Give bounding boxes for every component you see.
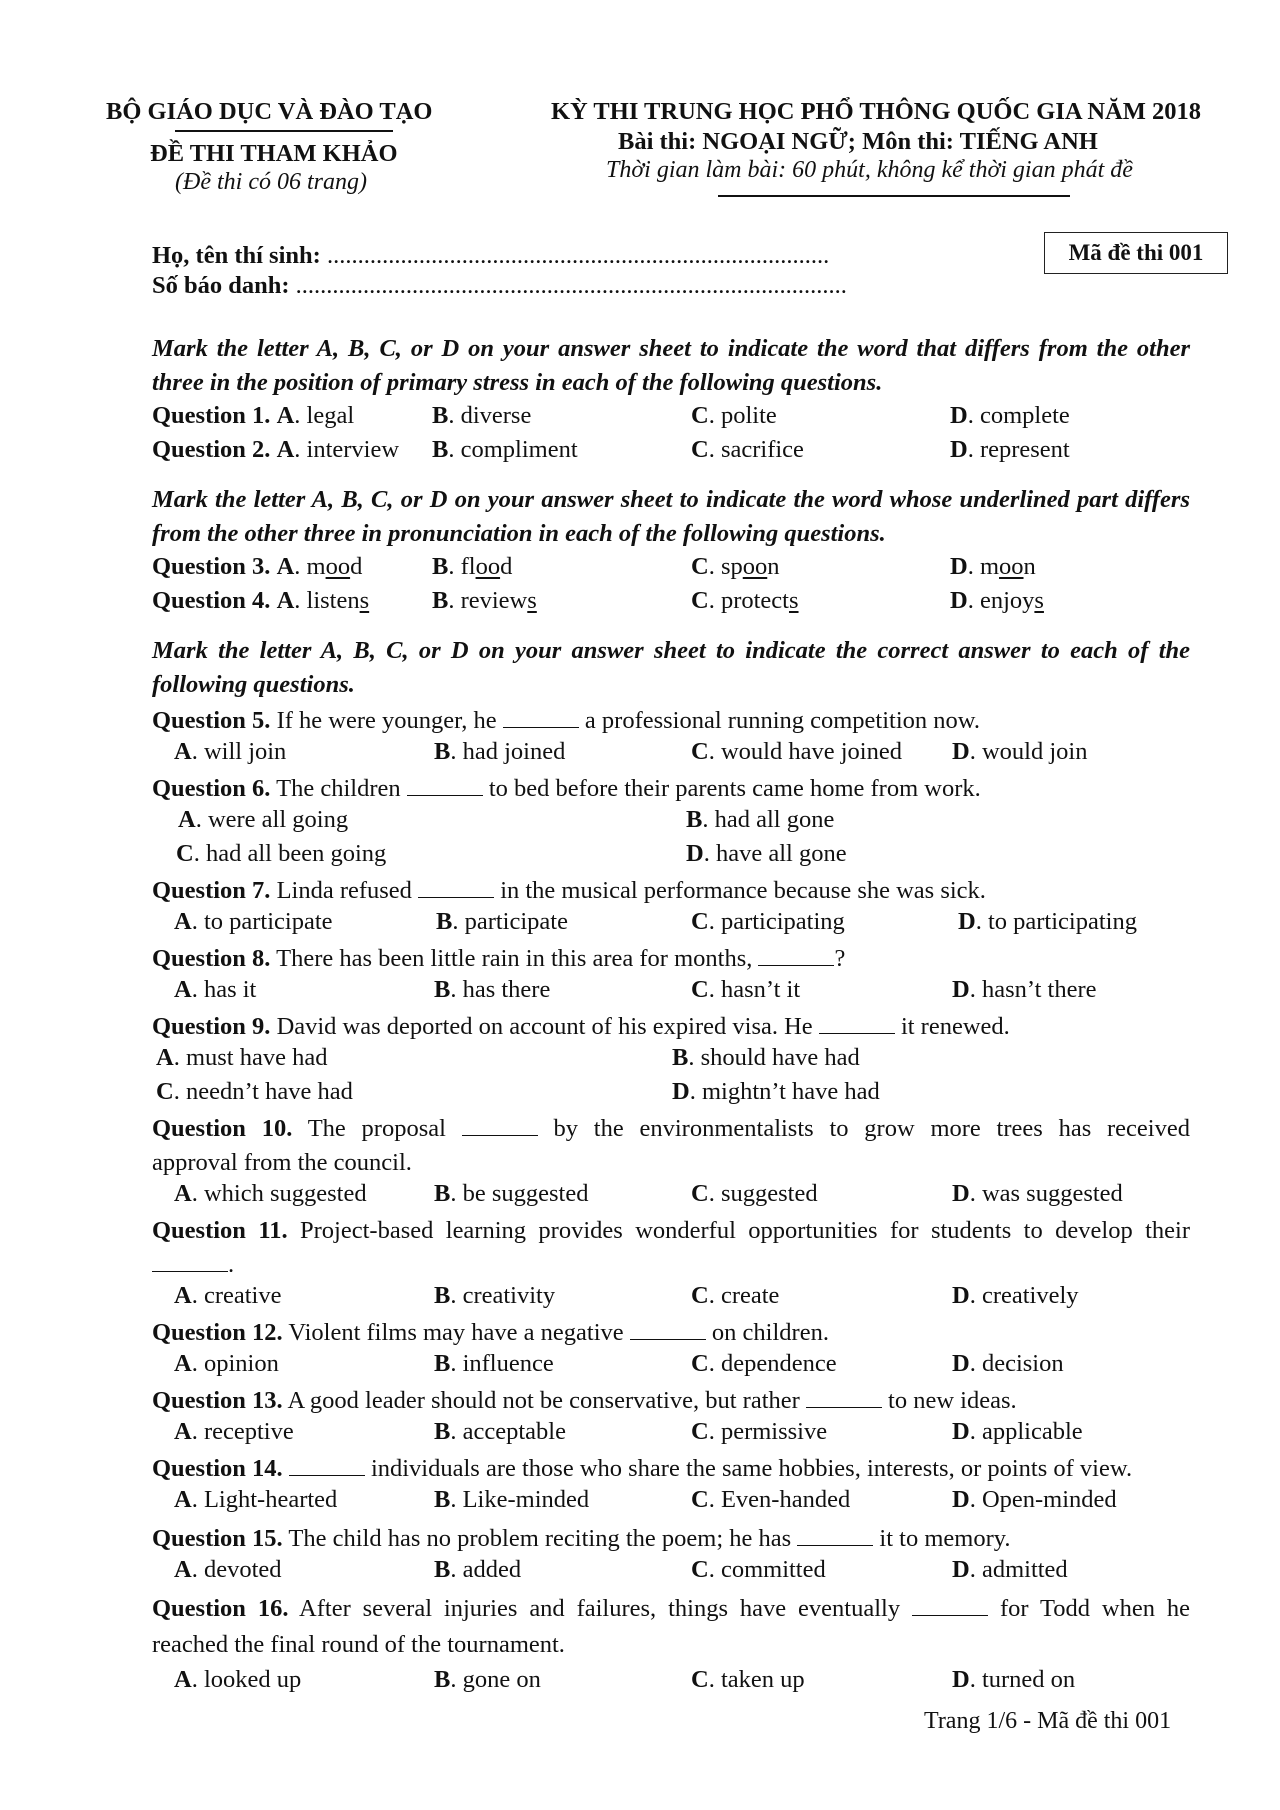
option-d: applicable	[981, 1418, 1083, 1445]
option-letter: D	[952, 1666, 970, 1693]
page-count-note: (Đề thi có 06 trang)	[175, 169, 367, 195]
answer-blank	[462, 1115, 538, 1136]
question-8-stem	[152, 942, 845, 976]
underlined-part: s	[1034, 587, 1044, 614]
option-letter: D	[958, 908, 976, 935]
word-part: n	[1023, 553, 1036, 580]
question-11-options: A. creative B. creativity C. create D. creatively	[174, 1282, 1079, 1309]
option-b: should have had	[700, 1044, 860, 1071]
option-a: opinion	[203, 1350, 279, 1377]
question-13-options: A. receptive B. acceptable C. permissive D. applicable	[174, 1418, 1083, 1445]
option-a: interview	[306, 436, 400, 463]
question-9-stem	[152, 1010, 1010, 1044]
underlined-part: s	[527, 587, 537, 614]
question-label: Question 14.	[152, 1455, 283, 1482]
stem-text: The children	[276, 775, 401, 802]
subject-line: Bài thi: NGOẠI NGỮ; Môn thi: TIẾNG ANH	[618, 128, 1098, 155]
option-letter: C	[691, 436, 709, 463]
option-d: hasn’t there	[981, 976, 1097, 1003]
word-part: sp	[720, 553, 743, 580]
question-7-stem	[152, 874, 986, 908]
exam-code-box	[1044, 232, 1228, 274]
option-letter: D	[952, 1556, 970, 1583]
option-b: added	[462, 1556, 522, 1583]
stem-text: Linda refused	[276, 877, 412, 904]
option-letter: A	[156, 1044, 174, 1071]
option-letter: D	[952, 1282, 970, 1309]
option-letter: D	[950, 587, 968, 614]
stem-text: for Todd when he	[999, 1595, 1191, 1622]
ministry-underline	[175, 130, 393, 132]
candidate-id-label: Số báo danh:	[152, 272, 290, 299]
option-d: to participating	[987, 908, 1137, 935]
word-part: review	[460, 587, 528, 614]
answer-blank	[758, 945, 834, 966]
option-b: influence	[462, 1350, 554, 1377]
question-8-options: A. has it B. has there C. hasn’t it D. hasn’t there	[174, 976, 1097, 1003]
option-letter: B	[434, 1418, 451, 1445]
option-letter: C	[691, 1556, 709, 1583]
option-letter: C	[691, 402, 709, 429]
option-b: be suggested	[462, 1180, 589, 1207]
option-d: creatively	[981, 1282, 1079, 1309]
section-instruction: Mark the letter A, B, C, or D on your answer sheet to indicate the correct answer to each of the following questions.	[152, 637, 1190, 698]
option-letter: C	[691, 738, 709, 765]
answer-blank	[418, 877, 494, 898]
word-part: listen	[306, 587, 360, 614]
question-5-options: A. will join B. had joined C. would have joined D. would join	[174, 738, 1088, 765]
underlined-part: s	[359, 587, 370, 614]
answer-blank	[912, 1595, 988, 1616]
underlined-part: s	[788, 587, 799, 614]
option-b: Like-minded	[462, 1486, 590, 1513]
option-letter: B	[434, 1556, 451, 1583]
option-letter: D	[952, 976, 970, 1003]
word-part: fl	[460, 553, 476, 580]
question-label: Question 5.	[152, 707, 271, 734]
option-letter: D	[952, 1486, 970, 1513]
question-6-stem	[152, 772, 981, 806]
question-16-stem-cont: reached the final round of the tournament.	[152, 1631, 565, 1658]
option-c: would have joined	[720, 738, 902, 765]
stem-text: After several injuries and failures, things have eventually	[299, 1595, 901, 1622]
option-c: needn’t have had	[185, 1078, 353, 1105]
option-letter: C	[691, 1350, 709, 1377]
option-letter: C	[156, 1078, 174, 1105]
question-16-stem	[152, 1592, 1190, 1626]
stem-text: Violent films may have a negative	[288, 1319, 624, 1346]
word-part: d	[350, 553, 363, 580]
time-line: Thời gian làm bài: 60 phút, không kể thời gian phát đề	[606, 157, 1133, 183]
option-letter: A	[178, 806, 196, 833]
stem-text: on children.	[711, 1319, 829, 1346]
candidate-name-line	[152, 242, 829, 270]
option-letter: C	[691, 1282, 709, 1309]
option-letter: B	[686, 806, 703, 833]
stem-text: Project-based learning provides wonderful opportunities for students to develop their	[300, 1217, 1190, 1244]
option-letter: A	[276, 402, 295, 429]
option-d: Open-minded	[981, 1486, 1117, 1513]
header-underline	[718, 195, 1070, 197]
question-1: Question 1. A. legal B. diverse C. polite D. complete	[152, 402, 1070, 429]
option-letter: D	[952, 1418, 970, 1445]
stem-text: it to memory.	[879, 1525, 1011, 1552]
question-15-stem	[152, 1522, 1011, 1556]
option-letter: C	[691, 976, 709, 1003]
option-letter: C	[691, 1486, 709, 1513]
option-b: creativity	[462, 1282, 556, 1309]
option-b: had joined	[462, 738, 566, 765]
option-letter: B	[432, 587, 449, 614]
option-letter: D	[950, 436, 968, 463]
option-b: participate	[464, 908, 568, 935]
question-label: Question 2.	[152, 436, 271, 463]
option-d: have all gone	[715, 840, 847, 867]
option-a: will join	[203, 738, 287, 765]
section-instruction: Mark the letter A, B, C, or D on your answer sheet to indicate the word whose underlined part differs from the other three in pronunciation in each of the following questions.	[152, 486, 1190, 547]
option-letter: B	[432, 553, 449, 580]
word-part: n	[767, 553, 780, 580]
question-label: Question 9.	[152, 1013, 271, 1040]
option-letter: C	[691, 1666, 709, 1693]
option-letter: B	[434, 1180, 451, 1207]
option-letter: B	[434, 1486, 451, 1513]
question-15-options: A. devoted B. added C. committed D. admitted	[174, 1556, 1068, 1583]
question-11-stem-cont	[152, 1248, 234, 1282]
option-letter: D	[952, 1180, 970, 1207]
option-d: was suggested	[981, 1180, 1123, 1207]
option-d: admitted	[981, 1556, 1068, 1583]
option-letter: D	[672, 1078, 690, 1105]
option-c: sacrifice	[720, 436, 804, 463]
question-9-options-1: A. must have had B. should have had	[156, 1044, 860, 1071]
option-b: has there	[462, 976, 551, 1003]
question-label: Question 3.	[152, 553, 271, 580]
option-letter: B	[432, 402, 449, 429]
option-c: participating	[720, 908, 845, 935]
question-label: Question 10.	[152, 1115, 293, 1142]
option-d: complete	[979, 402, 1070, 429]
underlined-part: oo	[999, 553, 1024, 580]
answer-blank	[630, 1319, 706, 1340]
question-5-stem	[152, 704, 980, 738]
option-letter: D	[686, 840, 704, 867]
page-footer: Trang 1/6 - Mã đề thi 001	[924, 1708, 1172, 1734]
question-3: Question 3. A. mood B. flood C. spoon D. moon	[152, 553, 1036, 580]
question-label: Question 16.	[152, 1595, 289, 1622]
option-letter: C	[691, 908, 709, 935]
option-b: acceptable	[462, 1418, 566, 1445]
section-instruction: Mark the letter A, B, C, or D on your answer sheet to indicate the word that differs from the other three in the position of primary stress in each of the following questions.	[152, 335, 1190, 396]
option-d: decision	[981, 1350, 1064, 1377]
option-c: permissive	[720, 1418, 828, 1445]
exam-code: Mã đề thi 001	[1068, 240, 1204, 265]
option-letter: C	[691, 1418, 709, 1445]
question-label: Question 4.	[152, 587, 271, 614]
option-letter: A	[174, 1180, 192, 1207]
question-10-stem-cont: approval from the council.	[152, 1149, 412, 1176]
option-b: had all gone	[714, 806, 835, 833]
question-11-stem	[152, 1214, 1190, 1248]
word-part: m	[979, 553, 1000, 580]
option-a: which suggested	[203, 1180, 367, 1207]
option-c: hasn’t it	[720, 976, 801, 1003]
answer-blank	[797, 1525, 873, 1546]
option-b: gone on	[462, 1666, 541, 1693]
stem-text: The proposal	[307, 1115, 446, 1142]
question-label: Question 8.	[152, 945, 271, 972]
stem-text: in the musical performance because she was sick.	[500, 877, 986, 904]
option-c: committed	[720, 1556, 826, 1583]
option-a: to participate	[203, 908, 333, 935]
option-a: Light-hearted	[203, 1486, 338, 1513]
option-letter: A	[174, 738, 192, 765]
option-b: compliment	[460, 436, 578, 463]
question-label: Question 1.	[152, 402, 271, 429]
option-letter: A	[276, 553, 295, 580]
candidate-name-label: Họ, tên thí sinh:	[152, 242, 321, 269]
option-letter: D	[950, 402, 968, 429]
option-letter: A	[276, 436, 295, 463]
question-6-options-2: C. had all been going D. have all gone	[176, 840, 847, 867]
option-b: diverse	[460, 402, 532, 429]
option-c: polite	[720, 402, 777, 429]
underlined-part: oo	[742, 553, 768, 580]
stem-text: it renewed.	[900, 1013, 1010, 1040]
question-4: Question 4. A. listens B. reviews C. protects D. enjoys	[152, 587, 1044, 614]
question-14-options: A. Light-hearted B. Like-minded C. Even-handed D. Open-minded	[174, 1486, 1117, 1513]
underlined-part: oo	[475, 553, 501, 580]
stem-text: to new ideas.	[888, 1387, 1017, 1414]
option-a: creative	[203, 1282, 282, 1309]
question-label: Question 12.	[152, 1319, 283, 1346]
answer-blank	[503, 707, 579, 728]
stem-text: ?	[834, 945, 846, 972]
option-letter: A	[174, 908, 192, 935]
option-letter: B	[436, 908, 453, 935]
stem-text: by the environmentalists to grow more trees has received	[553, 1115, 1190, 1142]
answer-blank	[819, 1013, 895, 1034]
option-letter: D	[952, 738, 970, 765]
option-letter: D	[952, 1350, 970, 1377]
paper-type: ĐỀ THI THAM KHẢO	[150, 140, 398, 167]
option-a: must have had	[185, 1044, 328, 1071]
option-letter: B	[434, 1666, 451, 1693]
question-label: Question 7.	[152, 877, 271, 904]
option-letter: C	[691, 1180, 709, 1207]
option-a: were all going	[207, 806, 349, 833]
question-14-stem	[152, 1452, 1132, 1486]
question-12-options: A. opinion B. influence C. dependence D. decision	[174, 1350, 1064, 1377]
word-part: protect	[720, 587, 789, 614]
option-letter: A	[174, 1282, 192, 1309]
option-letter: A	[174, 1556, 192, 1583]
option-letter: C	[691, 553, 709, 580]
question-10-options: A. which suggested B. be suggested C. suggested D. was suggested	[174, 1180, 1123, 1207]
option-d: represent	[979, 436, 1070, 463]
candidate-name-dots: ..................................................................................	[326, 242, 830, 269]
option-c: had all been going	[205, 840, 387, 867]
option-letter: A	[174, 1666, 192, 1693]
question-7-options: A. to participate B. participate C. participating D. to participating	[174, 908, 1137, 935]
option-letter: B	[434, 976, 451, 1003]
question-12-stem	[152, 1316, 829, 1350]
option-letter: A	[174, 976, 192, 1003]
option-c: create	[720, 1282, 780, 1309]
ministry-name: BỘ GIÁO DỤC VÀ ĐÀO TẠO	[106, 98, 433, 125]
question-6-options-1: A. were all going B. had all gone	[178, 806, 835, 833]
stem-text: David was deported on account of his expired visa. He	[276, 1013, 813, 1040]
answer-blank	[407, 775, 483, 796]
stem-text: to bed before their parents came home from work.	[488, 775, 981, 802]
question-label: Question 13.	[152, 1387, 283, 1414]
option-d: turned on	[981, 1666, 1076, 1693]
option-d: mightn’t have had	[701, 1078, 880, 1105]
option-a: looked up	[203, 1666, 302, 1693]
option-c: dependence	[720, 1350, 837, 1377]
candidate-id-line	[152, 272, 847, 300]
question-13-stem	[152, 1384, 1017, 1418]
stem-text: The child has no problem reciting the poem; he has	[288, 1525, 792, 1552]
option-letter: A	[174, 1486, 192, 1513]
option-letter: B	[434, 1350, 451, 1377]
option-a: devoted	[203, 1556, 282, 1583]
option-letter: D	[950, 553, 968, 580]
stem-text: individuals are those who share the same hobbies, interests, or points of view.	[370, 1455, 1133, 1482]
question-10-stem	[152, 1112, 1190, 1146]
option-letter: C	[691, 587, 709, 614]
stem-text: There has been little rain in this area for months,	[276, 945, 753, 972]
option-letter: A	[174, 1350, 192, 1377]
question-label: Question 11.	[152, 1217, 288, 1244]
option-a: receptive	[203, 1418, 294, 1445]
stem-text: A good leader should not be conservative, but rather	[287, 1387, 800, 1414]
underlined-part: oo	[325, 553, 351, 580]
stem-text: .	[228, 1251, 235, 1278]
question-label: Question 15.	[152, 1525, 283, 1552]
option-c: suggested	[720, 1180, 818, 1207]
option-letter: B	[434, 738, 451, 765]
exam-title: KỲ THI TRUNG HỌC PHỔ THÔNG QUỐC GIA NĂM 2018	[551, 98, 1201, 125]
option-a: legal	[306, 402, 355, 429]
option-letter: C	[176, 840, 194, 867]
word-part: m	[306, 553, 326, 580]
stem-text: If he were younger, he	[276, 707, 497, 734]
question-16-options: A. looked up B. gone on C. taken up D. turned on	[174, 1666, 1076, 1693]
word-part: enjoy	[979, 587, 1035, 614]
option-letter: B	[432, 436, 449, 463]
option-a: has it	[203, 976, 257, 1003]
candidate-id-dots: ..........................................................................................	[295, 272, 847, 299]
answer-blank	[806, 1387, 882, 1408]
word-part: d	[500, 553, 513, 580]
option-d: would join	[981, 738, 1088, 765]
stem-text: a professional running competition now.	[584, 707, 981, 734]
option-letter: B	[434, 1282, 451, 1309]
option-c: Even-handed	[720, 1486, 851, 1513]
option-letter: B	[672, 1044, 689, 1071]
question-label: Question 6.	[152, 775, 271, 802]
question-2: Question 2. A. interview B. compliment C. sacrifice D. represent	[152, 436, 1070, 463]
answer-blank	[152, 1251, 228, 1272]
option-c: taken up	[720, 1666, 805, 1693]
answer-blank	[289, 1455, 365, 1476]
option-letter: A	[174, 1418, 192, 1445]
question-9-options-2: C. needn’t have had D. mightn’t have had	[156, 1078, 880, 1105]
option-letter: A	[276, 587, 295, 614]
